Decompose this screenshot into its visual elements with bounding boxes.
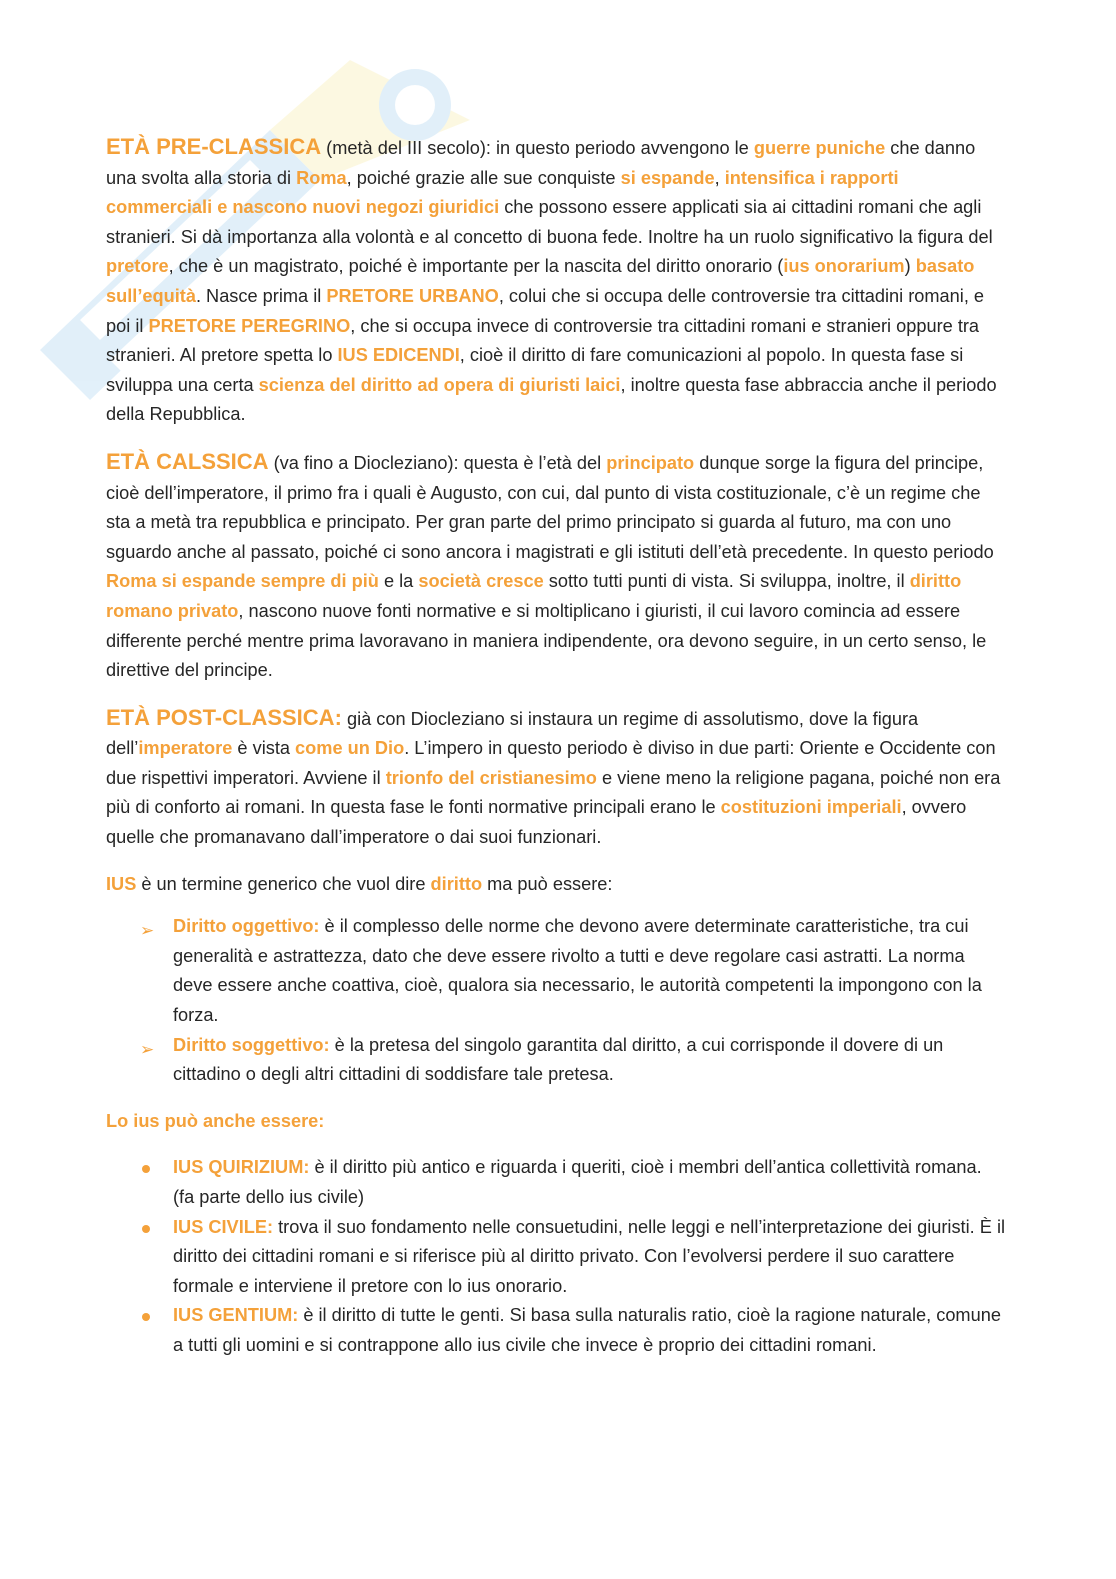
list-term: IUS CIVILE: — [173, 1216, 274, 1237]
highlight: Roma — [296, 167, 347, 188]
highlight: PRETORE URBANO — [326, 285, 499, 306]
list-item: IUS QUIRIZIUM: è il diritto più antico e riguarda i queriti, cioè i membri dell’antica collettività romana. (fa parte dello ius civile) — [173, 1153, 1006, 1212]
highlight: IUS EDICENDI — [337, 345, 460, 366]
highlight: imperatore — [138, 738, 233, 759]
highlight: trionfo del cristianesimo — [385, 767, 597, 788]
highlight: diritto romano privato — [106, 571, 962, 621]
list-term: IUS GENTIUM: — [173, 1305, 299, 1326]
paragraph-pre-classica: ETÀ PRE-CLASSICA (metà del III secolo): in questo periodo avvengono le guerre puniche che danno una svolta alla storia di Roma, poiché grazie alle sue conquiste si espande, intensifica i rapporti commerciali e nascono nuovi negozi giuridici che possono essere applicati sia ai cittadini romani che agli stranieri. Si dà importanza alla volontà e al concetto di buona fede. Inoltre ha un ruolo significativo la figura del pretore, che è un magistrato, poiché è importante per la nascita del diritto onorario (ius onorarium) basato sull’equità. Nasce prima il PRETORE URBANO, colui che si occupa delle controversie tra cittadini romani, e poi il PRETORE PEREGRINO, che si occupa invece di controversie tra cittadini romani e stranieri oppure tra stranieri. Al pretore spetta lo IUS EDICENDI, cioè il diritto di fare comunicazioni al popolo. In questa fase si sviluppa una certa scienza del diritto ad opera di giuristi laici, inoltre questa fase abbraccia anche il periodo della Repubblica. — [106, 134, 997, 425]
heading-classica: ETÀ CALSSICA — [106, 448, 269, 474]
paragraph-post-classica: ETÀ POST-CLASSICA: già con Diocleziano si instaura un regime di assolutismo, dove la figura dell’imperatore è vista come un Dio. L’impero in questo periodo è diviso in due parti: Oriente e Occidente con due rispettivi imperatori. Avviene il trionfo del cristianesimo e viene meno la religione pagana, poiché non era più di conforto ai romani. In questa fase le fonti normative principali erano le costituzioni imperiali, ovvero quelle che promanavano dall’imperatore o dai suoi funzionari. — [106, 704, 1001, 848]
document-body — [106, 132, 1006, 1361]
dot-bullet-icon — [142, 1313, 150, 1321]
highlight: pretore — [106, 256, 169, 277]
arrow-bullet-icon: ➢ — [140, 921, 155, 941]
highlight: principato — [606, 452, 695, 473]
dot-bullet-icon — [142, 1225, 150, 1233]
list-item: ➢ Diritto oggettivo: è il complesso delle norme che devono avere determinate caratteristiche, tra cui generalità e astrattezza, dato che deve essere rivolto a tutti e deve regolare casi astratti. La norma deve essere anche coattiva, cioè, qualora sia necessario, le autorità competenti la impongono con la forza. — [140, 916, 982, 1026]
list-item: IUS CIVILE: trova il suo fondamento nelle consuetudini, nelle leggi e nell’interpretazione dei giuristi. È il diritto dei cittadini romani e si riferisce più al diritto privato. Con l’evolversi perdere il suo carattere formale e interviene il pretore con lo ius onorario. — [173, 1213, 1006, 1302]
list-term: Diritto oggettivo: — [173, 916, 320, 937]
list-item: IUS GENTIUM: è il diritto di tutte le genti. Si basa sulla naturalis ratio, cioè la ragione naturale, comune a tutti gli uomini e si contrappone allo ius civile che invece è proprio dei cittadini romani. — [173, 1301, 1006, 1360]
highlight: diritto — [430, 873, 483, 894]
highlight: società cresce — [418, 571, 544, 592]
paragraph-classica: ETÀ CALSSICA (va fino a Diocleziano): questa è l’età del principato dunque sorge la figura del principe, cioè dell’imperatore, il primo fra i quali è Augusto, con cui, dal punto di vista costituzionale, c’è un regime che sta a metà tra repubblica e principato. Per gran parte del primo principato si guarda al futuro, ma con uno sguardo anche al passato, poiché ci sono ancora i magistrati e gli istituti dell’età precedente. In questo periodo Roma si espande sempre di più e la società cresce sotto tutti punti di vista. Si sviluppa, inoltre, il diritto romano privato, nascono nuove fonti normative e si moltiplicano i giuristi, il cui lavoro comincia ad essere differente perché mentre prima lavoravano in maniera indipendente, ora devono seguire, in un certo senso, le direttive del principe. — [106, 448, 994, 681]
highlight: si espande — [620, 167, 715, 188]
paragraph-ius: IUS è un termine generico che vuol dire diritto ma può essere: — [106, 873, 613, 894]
highlight: guerre puniche — [753, 138, 886, 158]
list-item: ➢ Diritto soggettivo: è la pretesa del singolo garantita dal diritto, a cui corrisponde il dovere di un cittadino o degli altri cittadini di soddisfare tale pretesa. — [140, 1034, 944, 1085]
highlight: PRETORE PEREGRINO — [148, 315, 351, 336]
arrow-bullet-icon: ➢ — [140, 1039, 155, 1059]
list-term: IUS QUIRIZIUM: — [173, 1157, 310, 1178]
highlight: ius onorarium — [783, 256, 905, 277]
highlight: IUS — [106, 873, 137, 894]
arrow-list — [106, 912, 1006, 1090]
heading-post-classica: ETÀ POST-CLASSICA: — [106, 704, 342, 730]
highlight: intensifica i rapporti commerciali e nascono nuovi negozi giuridici — [106, 167, 899, 218]
highlight: Roma si espande sempre di più — [106, 571, 379, 592]
highlight: basato sull’equità — [106, 256, 975, 306]
dot-bullet-icon — [142, 1165, 150, 1173]
dot-list — [106, 1153, 1006, 1360]
highlight: costituzioni imperiali — [720, 797, 902, 818]
highlight: come un Dio — [295, 738, 405, 759]
heading-pre-classica: ETÀ PRE-CLASSICA — [106, 134, 322, 159]
list-term: Diritto soggettivo: — [173, 1034, 330, 1055]
highlight: scienza del diritto ad opera di giuristi laici — [258, 374, 621, 395]
subheading: Lo ius può anche essere: — [106, 1110, 325, 1131]
